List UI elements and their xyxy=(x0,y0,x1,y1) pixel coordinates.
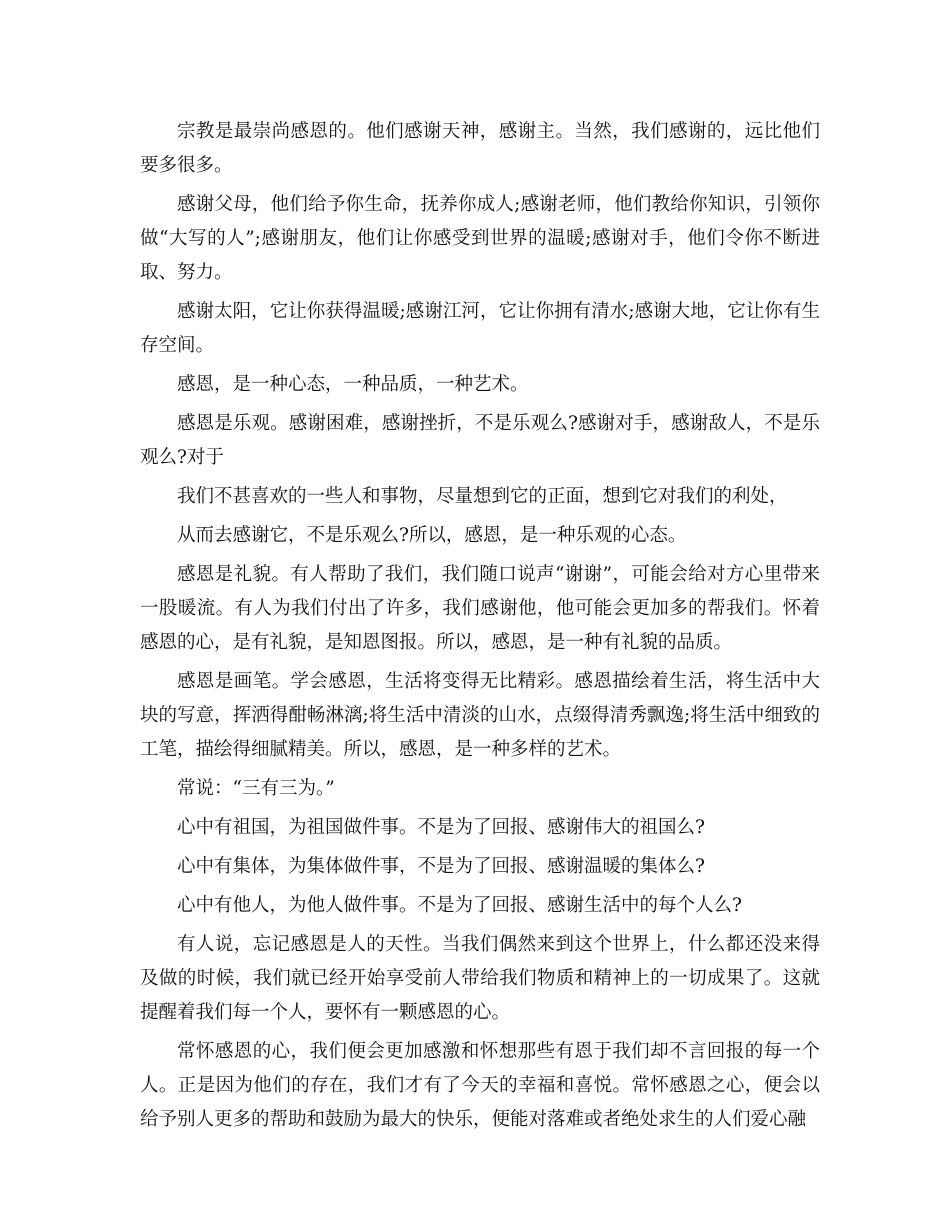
paragraph: 心中有他人，为他人做件事。不是为了回报、感谢生活中的每个人么? xyxy=(177,895,742,916)
paragraph: 感谢太阳，它让你获得温暖;感谢江河，它让你拥有清水;感谢大地，它让你有生存空间。 xyxy=(140,301,820,356)
paragraph: 常怀感恩的心，我们便会更加感激和怀想那些有恩于我们却不言回报的每一个人。正是因为他们的存在，我们才有了今天的幸福和喜悦。常怀感恩之心，便会以给予别人更多的帮助和鼓励为最大的快乐，便能对落难或者绝处求生的人们爱心融 xyxy=(140,1041,820,1130)
paragraph: 宗教是最崇尚感恩的。他们感谢天神，感谢主。当然，我们感谢的，远比他们要多很多。 xyxy=(140,121,820,176)
paragraph: 我们不甚喜欢的一些人和事物，尽量想到它的正面，想到它对我们的利处， xyxy=(177,486,788,507)
paragraph: 有人说，忘记感恩是人的天性。当我们偶然来到这个世界上，什么都还没来得及做的时候，我们就已经开始享受前人带给我们物质和精神上的一切成果了。这就提醒着我们每一个人，要怀有一颗感恩的心。 xyxy=(140,934,820,1023)
paragraph: 从而去感谢它，不是乐观么?所以，感恩，是一种乐观的心态。 xyxy=(177,525,687,546)
paragraph: 常说：“三有三为。” xyxy=(177,778,335,799)
paragraph: 心中有集体，为集体做件事，不是为了回报、感谢温暖的集体么? xyxy=(177,856,705,877)
paragraph: 感恩是乐观。感谢困难，感谢挫折，不是乐观么?感谢对手，感谢敌人，不是乐观么?对于 xyxy=(140,413,820,468)
paragraph: 感谢父母，他们给予你生命，抚养你成人;感谢老师，他们教给你知识，引领你做“大写的人”;感谢朋友，他们让你感受到世界的温暖;感谢对手，他们令你不断进取、努力。 xyxy=(140,194,820,283)
paragraph: 心中有祖国，为祖国做件事。不是为了回报、感谢伟大的祖国么? xyxy=(177,817,705,838)
paragraph: 感恩是画笔。学会感恩，生活将变得无比精彩。感恩描绘着生活，将生活中大块的写意，挥洒得酣畅淋漓;将生活中清淡的山水，点缀得清秀飘逸;将生活中细致的工笔，描绘得细腻精美。所以，感恩，是一种多样的艺术。 xyxy=(140,671,820,760)
document-body xyxy=(140,115,820,1142)
paragraph: 感恩是礼貌。有人帮助了我们，我们随口说声“谢谢”，可能会给对方心里带来一股暖流。有人为我们付出了许多，我们感谢他，他可能会更加多的帮我们。怀着感恩的心，是有礼貌，是知恩图报。所以，感恩，是一种有礼貌的品质。 xyxy=(140,564,820,653)
paragraph: 感恩，是一种心态，一种品质，一种艺术。 xyxy=(177,374,529,395)
